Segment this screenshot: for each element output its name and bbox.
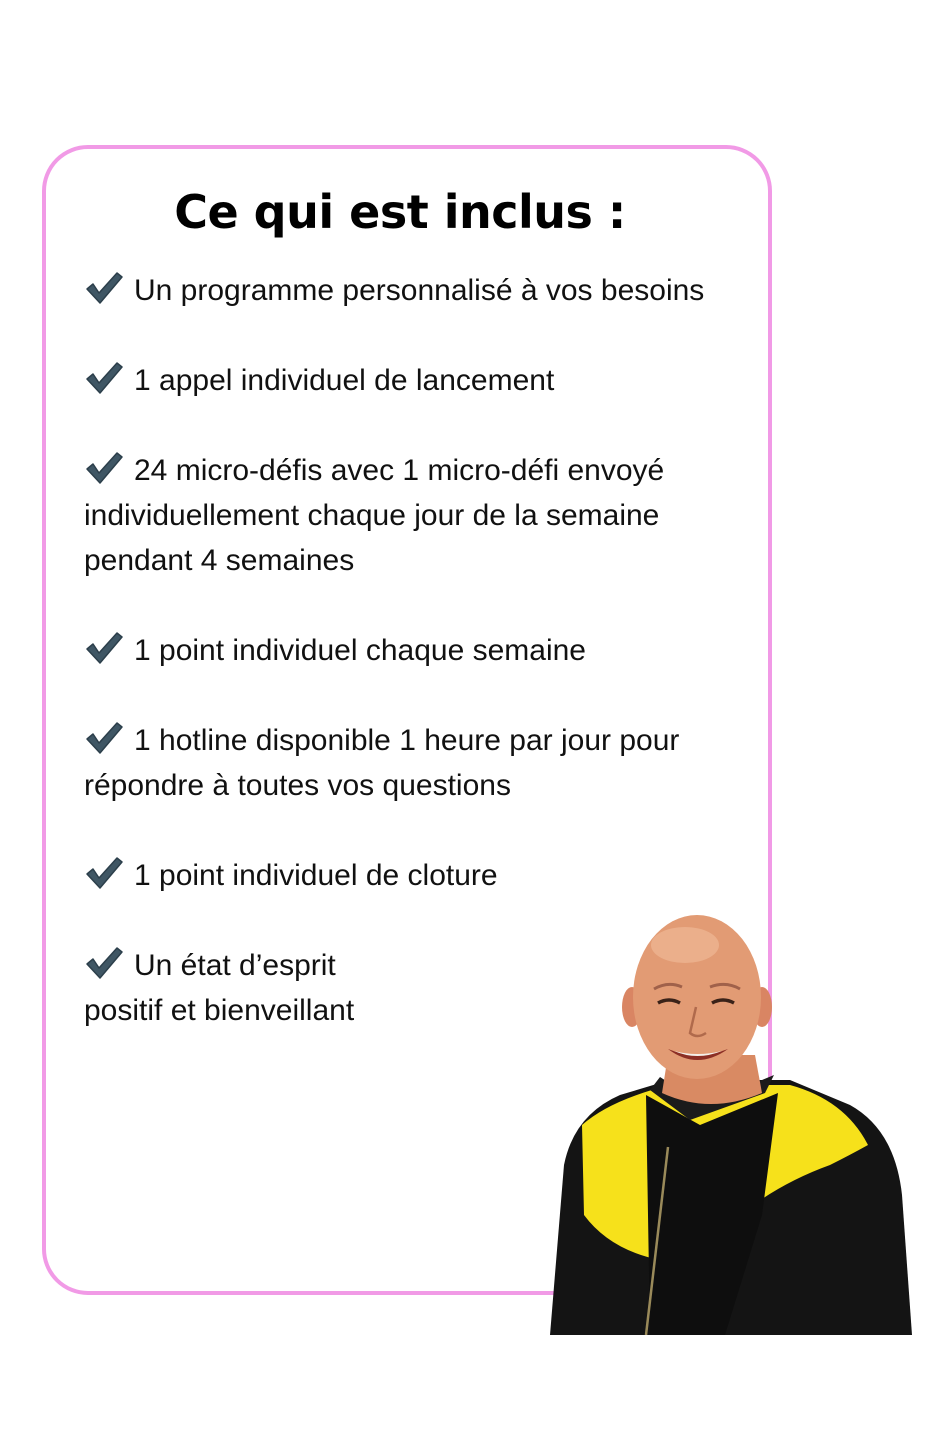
list-item (84, 628, 744, 673)
list-item (84, 853, 744, 898)
page-title: Ce qui est inclus : (174, 185, 626, 239)
check-icon (84, 360, 124, 396)
item-text: 1 point individuel de cloture (134, 859, 498, 892)
check-icon (84, 450, 124, 486)
list-item (84, 358, 744, 403)
coach-portrait (550, 915, 912, 1335)
list-item (84, 448, 744, 583)
check-icon (84, 270, 124, 306)
check-icon (84, 630, 124, 666)
item-text: 24 micro-défis avec 1 micro-défi envoyé individuellement chaque jour de la semaine pendant 4 semaines (84, 454, 665, 577)
item-text: 1 hotline disponible 1 heure par jour pour répondre à toutes vos questions (84, 724, 680, 802)
check-icon (84, 855, 124, 891)
item-text: 1 appel individuel de lancement (134, 364, 555, 397)
item-text: Un programme personnalisé à vos besoins (134, 274, 705, 307)
head-highlight (651, 927, 719, 963)
check-icon (84, 720, 124, 756)
list-item (84, 268, 744, 313)
check-icon (84, 945, 124, 981)
item-text: Un état d’esprit positif et bienveillant (84, 949, 355, 1027)
list-item (84, 718, 744, 808)
item-text: 1 point individuel chaque semaine (134, 634, 586, 667)
